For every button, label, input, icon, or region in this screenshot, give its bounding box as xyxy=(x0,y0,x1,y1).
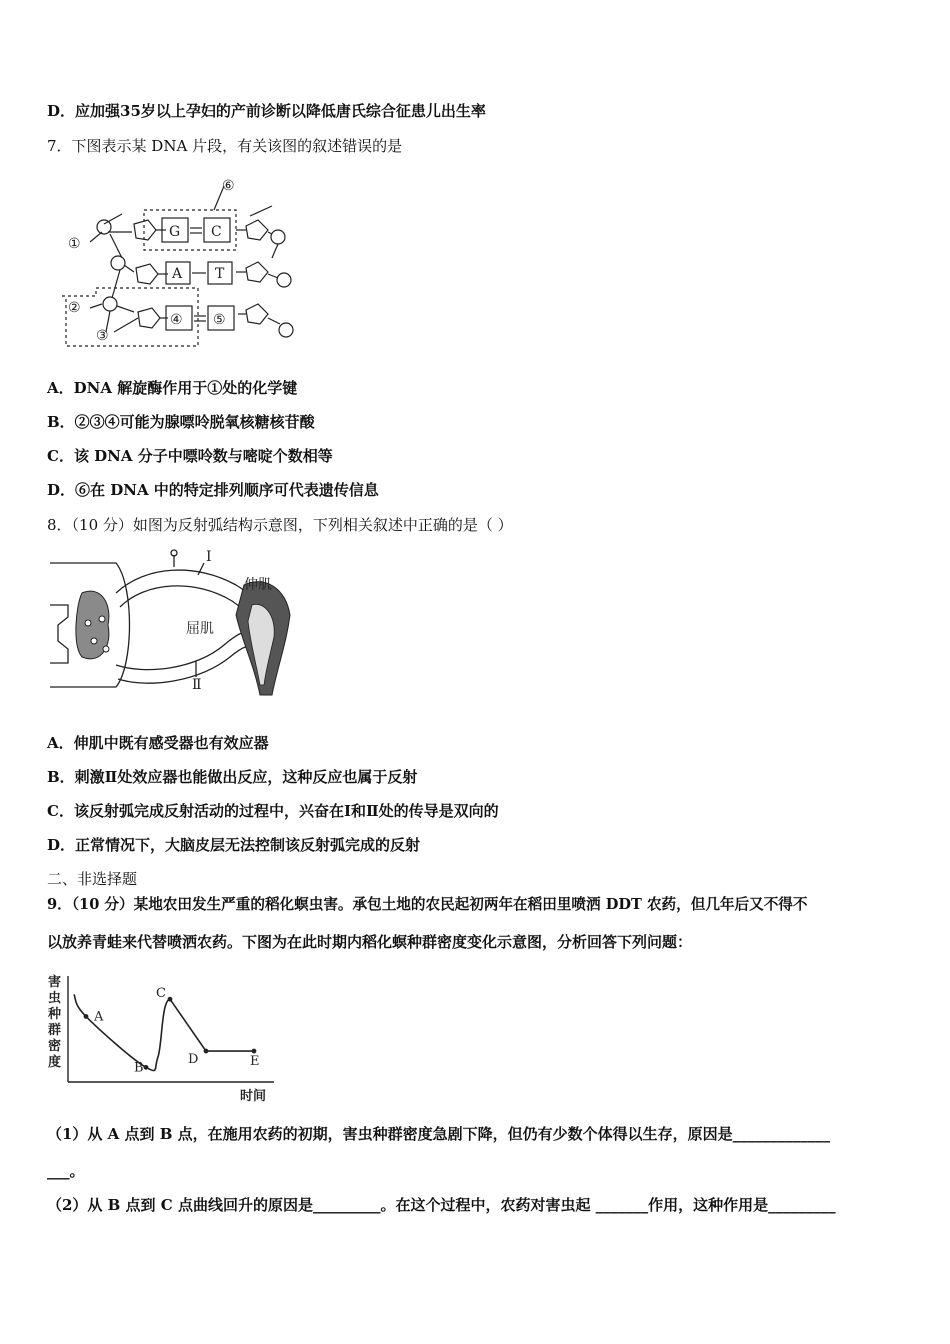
q9-sub1-line2: ___。 xyxy=(47,1162,85,1180)
chart-ylabel-char: 密 xyxy=(48,1039,62,1054)
q8-option-a: A．伸肌中既有感受器也有效应器 xyxy=(47,734,269,752)
label-one: ① xyxy=(68,236,81,252)
label-six: ⑥ xyxy=(222,178,235,194)
dna-figure xyxy=(62,172,307,357)
label-roman-1: I xyxy=(206,549,212,565)
label-five: ⑤ xyxy=(213,312,226,328)
base-a: A xyxy=(172,266,183,282)
base-t: T xyxy=(215,266,225,282)
chart-point-d xyxy=(204,1049,209,1054)
q6-option-d: D．应加强35岁以上孕妇的产前诊断以降低唐氏综合征患儿出生率 xyxy=(47,102,486,120)
chart-point-c xyxy=(168,997,173,1002)
chart-ylabel-char: 害 xyxy=(48,975,62,990)
chart-point-label-b: B xyxy=(134,1060,144,1076)
chart-point-label-c: C xyxy=(156,986,166,1002)
chart-point-label-a: A xyxy=(94,1009,104,1025)
label-roman-2: Ⅱ xyxy=(192,677,202,693)
q7-stem: 7．下图表示某 DNA 片段，有关该图的叙述错误的是 xyxy=(47,137,403,155)
q7-option-c: C．该 DNA 分子中嘌呤数与嘧啶个数相等 xyxy=(47,447,333,465)
q9-sub2-line1: （2）从 B 点到 C 点曲线回升的原因是_________。在这个过程中，农药对害虫起 _______作用，这种作用是_________ xyxy=(47,1196,836,1214)
chart-point-a xyxy=(84,1014,89,1019)
q8-option-d: D．正常情况下，大脑皮层无法控制该反射弧完成的反射 xyxy=(47,836,421,854)
section-title: 二、非选择题 xyxy=(47,870,138,888)
q8-stem: 8．（10 分）如图为反射弧结构示意图，下列相关叙述中正确的是（ ） xyxy=(47,516,513,534)
chart-ylabel-char: 虫 xyxy=(48,991,62,1006)
q7-option-d: D．⑥在 DNA 中的特定排列顺序可代表遗传信息 xyxy=(47,481,379,499)
q9-stem-line1: 9．（10 分）某地农田发生严重的稻化螟虫害。承包土地的农民起初两年在稻田里喷洒 DDT 农药，但几年后又不得不 xyxy=(47,896,808,913)
q7-option-b: B．②③④可能为腺嘌呤脱氧核糖核苷酸 xyxy=(47,413,315,431)
base-g: G xyxy=(169,224,181,240)
label-flexor: 屈肌 xyxy=(186,621,214,637)
reflex-arc-figure xyxy=(46,545,296,705)
label-two: ② xyxy=(68,300,81,316)
chart-ylabel-char: 度 xyxy=(48,1055,62,1070)
q7-option-a: A．DNA 解旋酶作用于①处的化学键 xyxy=(47,379,298,397)
chart-point-e xyxy=(252,1049,257,1054)
chart-point-label-e: E xyxy=(250,1054,260,1070)
chart-point-b xyxy=(144,1065,149,1070)
label-four: ④ xyxy=(170,312,183,328)
q8-option-c: C．该反射弧完成反射活动的过程中，兴奋在Ⅰ和Ⅱ处的传导是双向的 xyxy=(47,802,499,820)
chart-ylabel-char: 种 xyxy=(48,1007,62,1022)
chart-xlabel: 时间 xyxy=(240,1089,267,1102)
label-extensor: 伸肌 xyxy=(244,577,272,593)
q8-option-b: B．刺激Ⅱ处效应器也能做出反应，这种反应也属于反射 xyxy=(47,768,418,786)
label-three: ③ xyxy=(96,328,109,344)
chart-ylabel-char: 群 xyxy=(48,1023,62,1038)
pest-density-chart xyxy=(44,972,280,1102)
q9-sub1-line1: （1）从 A 点到 B 点，在施用农药的初期，害虫种群密度急剧下降，但仍有少数个体得以生存，原因是_____________ xyxy=(47,1125,831,1143)
base-c: C xyxy=(211,224,222,240)
q9-stem-line2: 以放养青蛙来代替喷洒农药。下图为在此时期内稻化螟种群密度变化示意图，分析回答下列问题： xyxy=(47,933,693,951)
chart-point-label-d: D xyxy=(188,1052,199,1068)
chart-series-line xyxy=(74,994,254,1070)
